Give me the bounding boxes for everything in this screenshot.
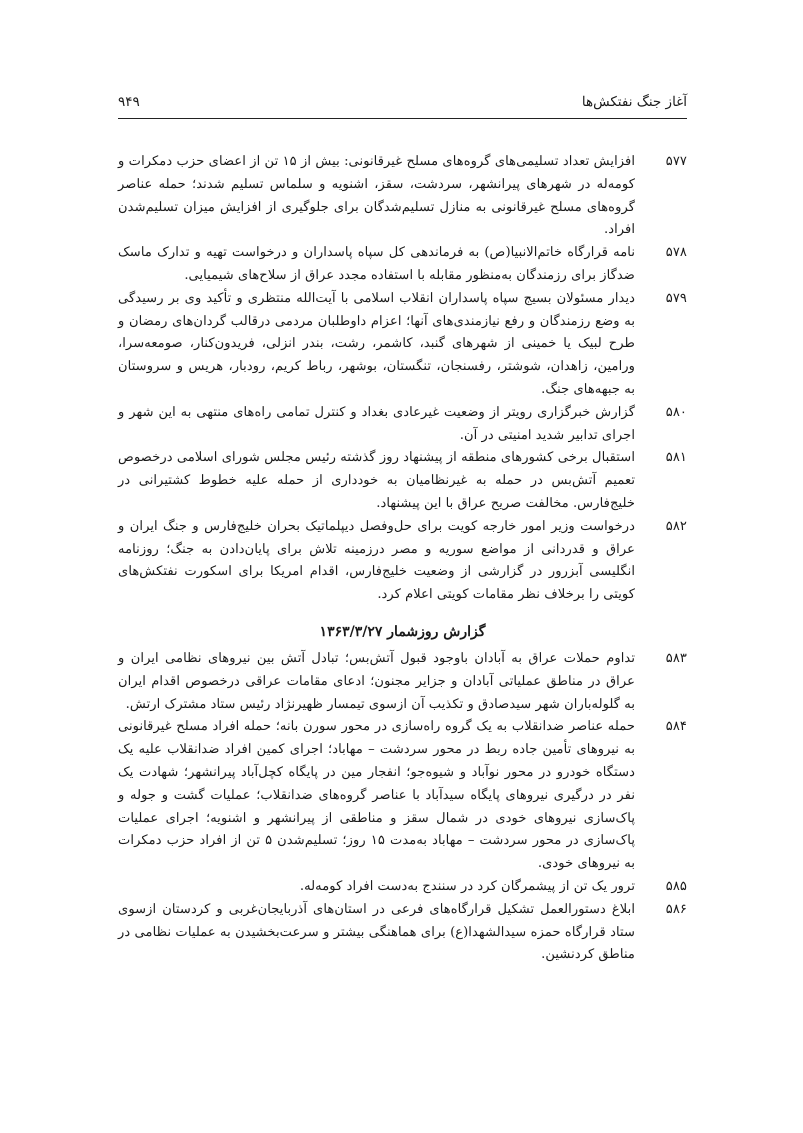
chronology-entry (118, 716, 687, 876)
chronology-entry (118, 876, 687, 899)
chronology-entry (118, 151, 687, 242)
entries-after-section (118, 648, 687, 967)
chronology-entry (118, 402, 687, 448)
chronology-entry (118, 447, 687, 515)
entry-text: استقبال برخی کشورهای منطقه از پیشنهاد روز گذشته رئیس مجلس شورای اسلامی درخصوص تعمیم آتش‌بس در حمله به غیرنظامیان به خودداری از حمله علیه خطوط کشتیرانی در خلیج‌فارس. مخالفت صریح عراق با این پیشنهاد. (118, 450, 635, 511)
entry-text: افزایش تعداد تسلیمی‌های گروه‌های مسلح غیرقانونی: بیش از ۱۵ تن از اعضای حزب دمکرات و کومه‌له در شهرهای پیرانشهر، سردشت، سقز، اشنویه و سلماس تسلیم شدند؛ حمله عناصر گروه‌های مسلح غیرقانونی به منازل تسلیم‌شدگان برای جلوگیری از افزایش میزان تسلیم‌شدن افراد. (118, 154, 635, 238)
entry-number: ۵۸۳ (665, 650, 687, 666)
document-body (118, 151, 687, 967)
entry-number: ۵۸۰ (665, 404, 687, 420)
entry-number: ۵۷۸ (665, 245, 687, 261)
entry-text: ترور یک تن از پیشمرگان کرد در سنندج به‌دست افراد کومه‌له. (299, 878, 635, 894)
entry-text: حمله عناصر ضدانقلاب به یک گروه راه‌سازی در محور سورن بانه؛ حمله افراد مسلح غیرقانونی به نیروهای تأمین جاده ربط در محور سردشت – مهاباد؛ اجرای کمین افراد ضدانقلاب علیه یک دستگاه خودرو در محور نوآباد و شیوه‌جو؛ انفجار مین در پایگاه کچل‌آباد پیرانشهر؛ شهادت یک نفر در درگیری نیروهای پایگاه سیدآباد با عناصر گروه‌های ضدانقلاب؛ عملیات گشت و جوله و پاک‌سازی نیروهای خودی در شمال سقز و مناطقی از پیرانشهر و اشنویه؛ اجرای عملیات پاک‌سازی در محور سردشت – مهاباد به‌مدت ۱۵ روز؛ تسلیم‌شدن ۵ تن از افراد حزب دمکرات به نیروهای خودی. (118, 719, 635, 872)
entry-text: تداوم حملات عراق به آبادان باوجود قبول آتش‌بس؛ تبادل آتش بین نیروهای نظامی ایران و عراق در مناطق عملیاتی آبادان و جزایر مجنون؛ ادعای مقامات عراقی درخصوص اقدام ایران به گلوله‌باران شهر سیدصادق و تکذیب آن ازسوی تیمسار ظهیرنژاد رئیس ستاد مشترک ارتش. (118, 650, 635, 712)
entries-before-section (118, 151, 687, 607)
entry-number: ۵۷۷ (665, 154, 687, 169)
entry-number: ۵۸۱ (665, 450, 687, 466)
entry-number: ۵۷۹ (665, 290, 687, 306)
page-number: ۹۴۹ (118, 94, 140, 110)
entry-number: ۵۸۴ (665, 719, 687, 735)
running-header (118, 92, 687, 119)
entry-number: ۵۸۵ (665, 878, 687, 894)
entry-number: ۵۸۶ (665, 901, 687, 917)
chronology-entry (118, 899, 687, 967)
chronology-entry (118, 288, 687, 402)
chronology-entry (118, 242, 687, 288)
chronology-entry (118, 648, 687, 716)
entry-text: نامه قرارگاه خاتم‌الانبیا(ص) به فرماندهی کل سپاه پاسداران و درخواست تهیه و تدارک ماسک ضدگاز برای رزمندگان به‌منظور مقابله با استفاده مجدد عراق از سلاح‌های شیمیایی. (118, 245, 635, 283)
entry-text: ابلاغ دستورالعمل تشکیل قرارگاه‌های فرعی در استان‌های آذربایجان‌غربی و کردستان ازسوی ستاد قرارگاه حمزه سیدالشهدا(ع) برای هماهنگی بیشتر و سرعت‌بخشیدن به عملیات نظامی در مناطق کردنشین. (118, 901, 635, 963)
entry-text: درخواست وزیر امور خارجه کویت برای حل‌وفصل دیپلماتیک بحران خلیج‌فارس و جنگ ایران و عراق و قدردانی از مواضع سوریه و مصر درزمینه تلاش برای پایان‌دادن به جنگ؛ روزنامه انگلیسی آبزرور در گزارشی از وضعیت خلیج‌فارس، اقدام امریکا برای اسکورت نفتکش‌های کویتی را برخلاف نظر مقامات کویتی اعلام کرد. (118, 518, 635, 603)
running-header-title: آغاز جنگ نفتکش‌ها (581, 94, 687, 110)
entry-number: ۵۸۲ (665, 518, 687, 534)
chronology-entry (118, 516, 687, 607)
section-heading: گزارش روزشمار ۱۳۶۳/۳/۲۷ (319, 623, 486, 640)
entry-text: گزارش خبرگزاری رویتر از وضعیت غیرعادی بغداد و کنترل تمامی راه‌های منتهی به این شهر و اجرای تدابیر شدید امنیتی در آن. (118, 404, 635, 443)
entry-text: دیدار مسئولان بسیج سپاه پاسداران انقلاب اسلامی با آیت‌الله منتظری و تأکید وی بر رسیدگی به وضع رزمندگان و رفع نیازمندی‌های آنها؛ اعزام داوطلبان مردمی درقالب گردان‌های رمضان و طرح لبیک یا خمینی از شهرهای گنبد، کاشمر، رشت، بندر انزلی، فریدون‌کنار، صومعه‌سرا، ورامین، زاهدان، شوشتر، رفسنجان، تنگستان، بوشهر، رباط کریم، رودبار، هریس و سروستان به جبهه‌های جنگ. (118, 290, 635, 397)
